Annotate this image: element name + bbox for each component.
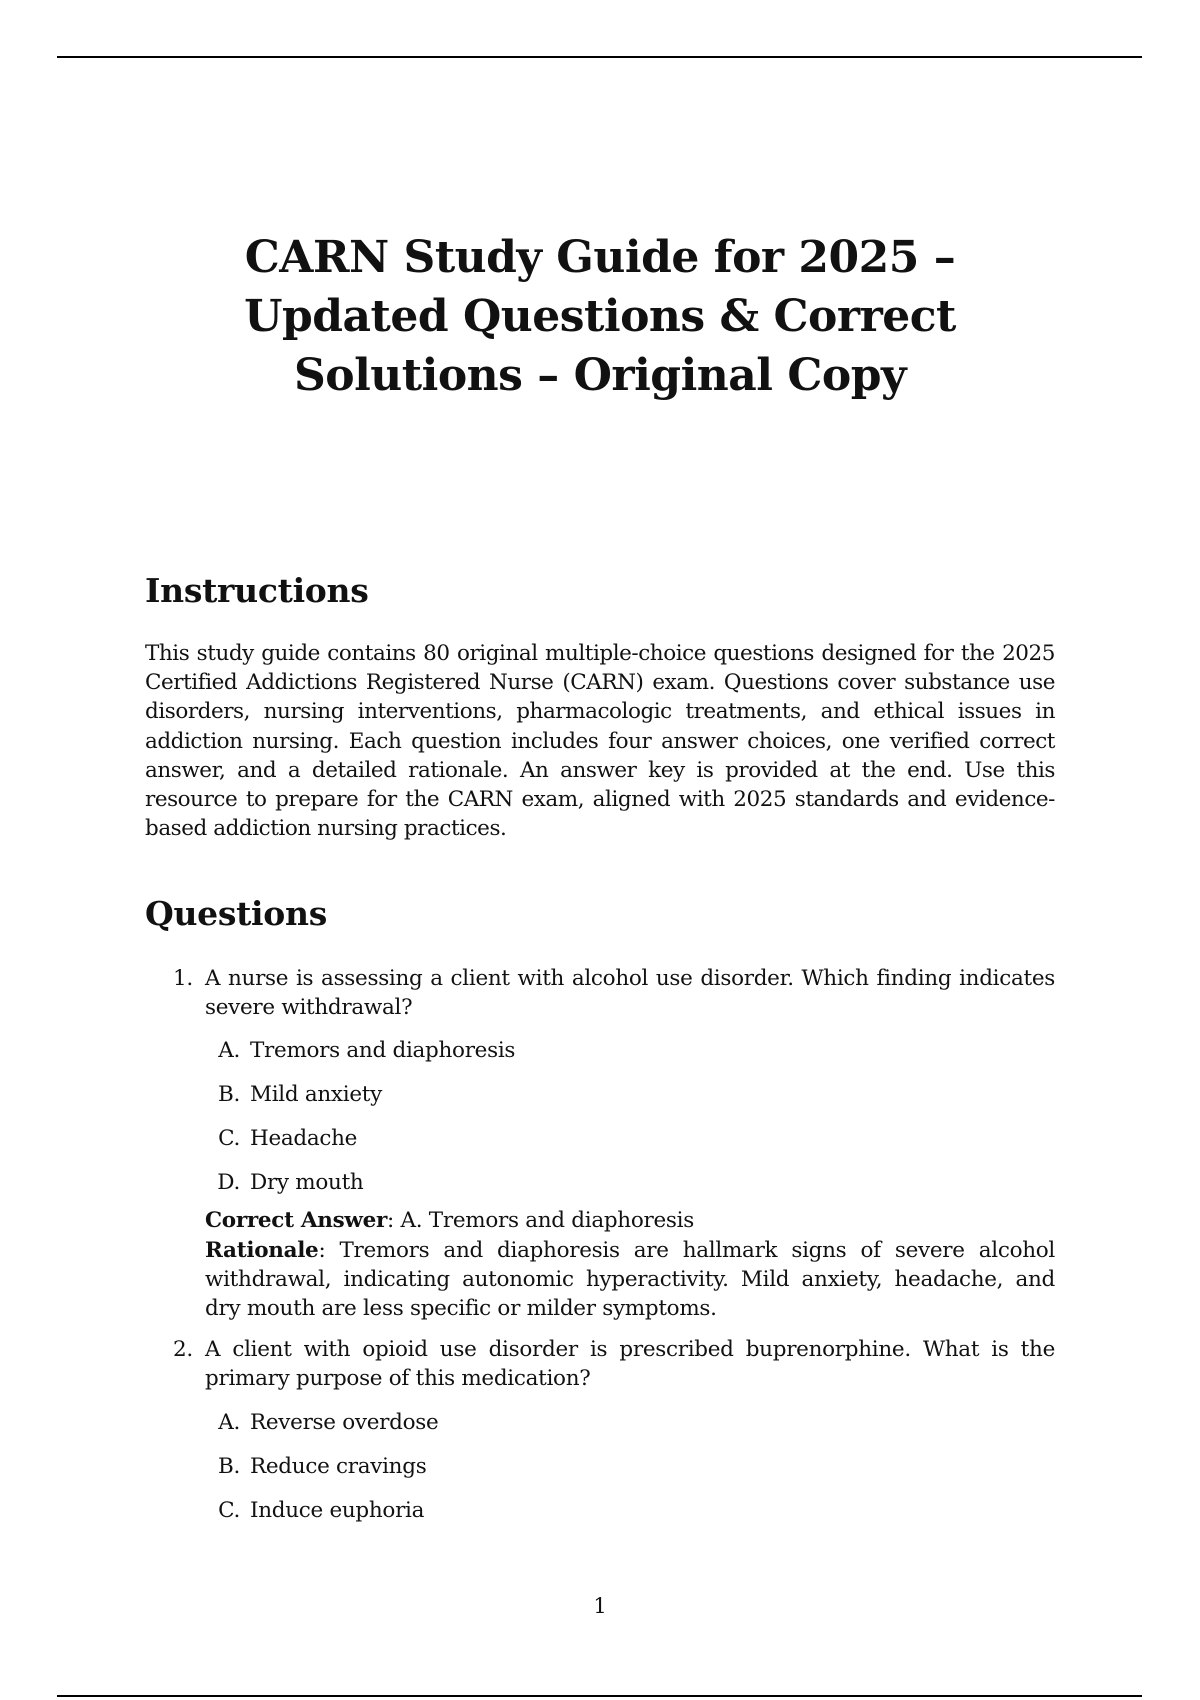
correct-answer-value: : A. Tremors and diaphoresis (387, 1208, 694, 1234)
option-text: Induce euphoria (250, 1497, 425, 1523)
option-text: Headache (250, 1126, 358, 1152)
option-letter: B. (217, 1453, 240, 1479)
questions-heading: Questions (145, 894, 327, 933)
option-letter: B. (217, 1082, 240, 1108)
title-line-1: CARN Study Guide for 2025 – (244, 232, 956, 283)
rationale-label: Rationale (205, 1237, 319, 1263)
option-letter: C. (218, 1497, 240, 1523)
option-a (205, 1036, 1055, 1080)
option-letter: D. (217, 1170, 240, 1196)
option-text: Reverse overdose (250, 1409, 439, 1435)
option-c (205, 1496, 1055, 1540)
option-c (205, 1124, 1055, 1168)
instructions-paragraph: This study guide contains 80 original multiple-choice questions designed for the 2025 Certified Addictions Registered Nurse (CARN) exam. Questions cover substance use disorders, nursing interventions, pharmacologic treatments, and ethical issues in addiction nursing. Each question includes four answer choices, one verified correct answer, and a detailed rationale. An answer key is provided at the end. Use this resource to prepare for the CARN exam, aligned with 2025 standards and evidence-based addiction nursing practices. (145, 641, 1055, 842)
option-letter: A. (218, 1038, 240, 1064)
answer-options (205, 1408, 1055, 1540)
bottom-rule (57, 1695, 1142, 1697)
option-letter: C. (218, 1126, 240, 1152)
page-number: 1 (593, 1594, 607, 1618)
question-number: 1. (173, 966, 193, 991)
question-stem: A nurse is assessing a client with alcohol use disorder. Which finding indicates severe withdrawal? (205, 966, 1055, 1021)
option-b (205, 1452, 1055, 1496)
rationale (205, 1236, 1055, 1324)
option-text: Dry mouth (250, 1170, 364, 1196)
option-b (205, 1080, 1055, 1124)
title-line-3: Solutions – Original Copy (293, 350, 907, 401)
option-text: Mild anxiety (250, 1082, 382, 1108)
top-rule (57, 56, 1142, 58)
option-text: Tremors and diaphoresis (250, 1038, 516, 1064)
option-a (205, 1408, 1055, 1452)
answer-options (205, 1036, 1055, 1212)
question-2 (145, 1335, 1055, 1539)
question-stem: A client with opioid use disorder is prescribed buprenorphine. What is the primary purpose of this medication? (205, 1337, 1055, 1392)
option-text: Reduce cravings (250, 1453, 427, 1479)
rationale-text: : Tremors and diaphoresis are hallmark signs of severe alcohol withdrawal, indicating autonomic hyperactivity. Mild anxiety, headache, and dry mouth are less specific or milder symptoms. (205, 1237, 1055, 1322)
question-list (145, 964, 1055, 1540)
question-number: 2. (173, 1337, 193, 1363)
correct-answer (205, 1206, 1055, 1235)
title-line-2: Updated Questions & Correct (244, 291, 956, 342)
document-title (200, 228, 1000, 405)
question-1 (145, 964, 1055, 1323)
option-letter: A. (218, 1409, 240, 1435)
correct-answer-label: Correct Answer (205, 1208, 388, 1234)
instructions-heading: Instructions (145, 571, 369, 610)
